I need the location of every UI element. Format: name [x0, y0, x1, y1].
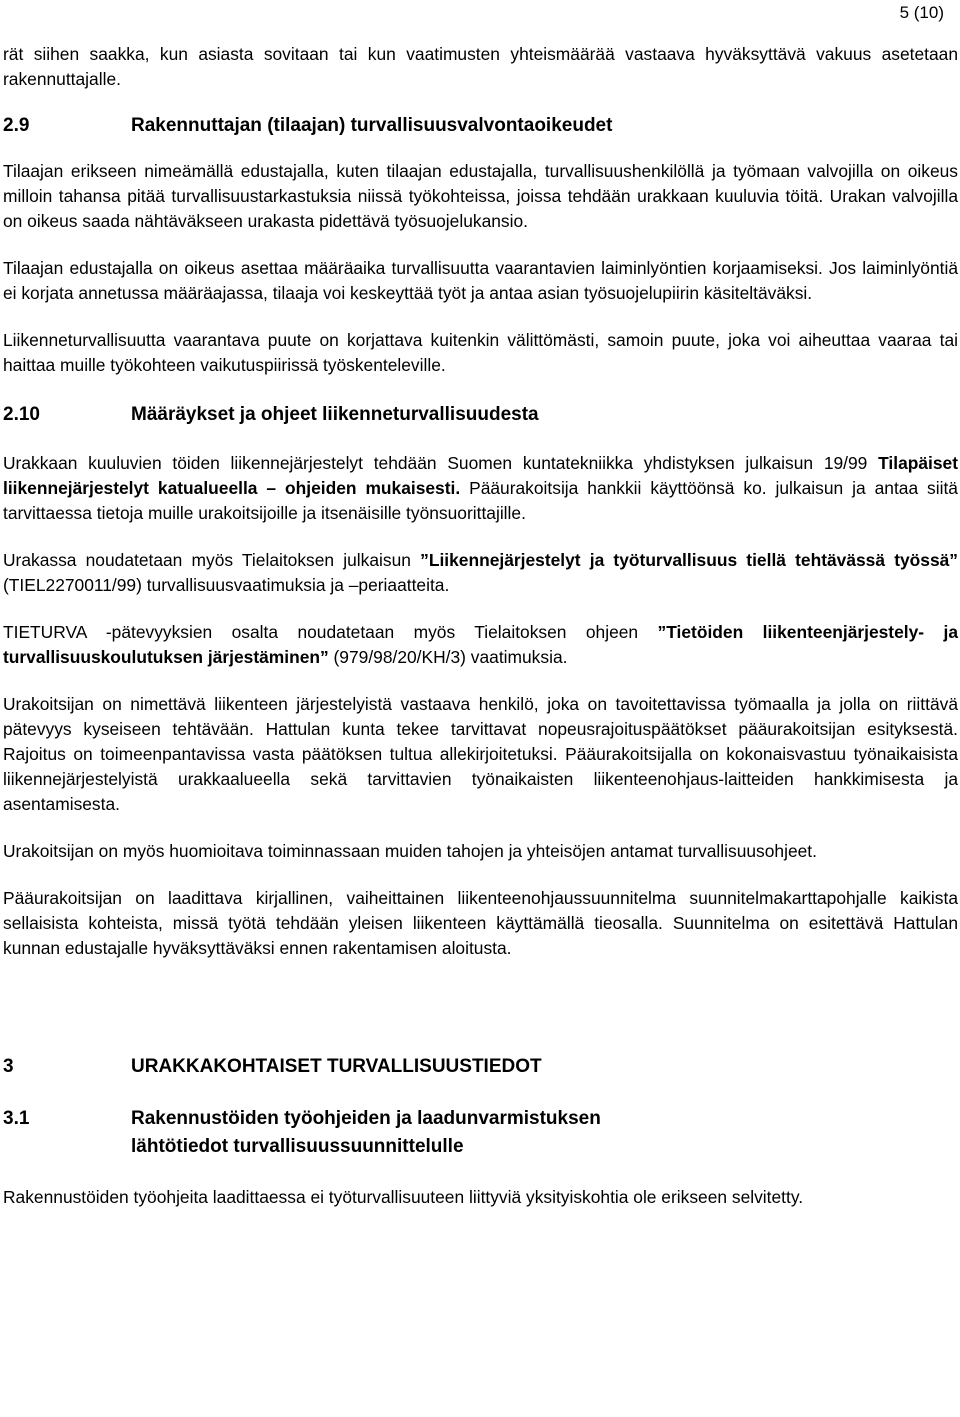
paragraph: Rakennustöiden työohjeita laadittaessa ei työturvallisuuteen liittyviä yksityiskohtia ole erikseen selvitetty.: [3, 1187, 804, 1207]
section-title-line: Rakennustöiden työohjeiden ja laadunvarmistuksen: [131, 1108, 601, 1129]
publication-title: Tilapäiset liikennejärjestelyt katualueella – ohjeiden mukaisesti.: [3, 453, 958, 498]
section-title: URAKKAKOHTAISET TURVALLISUUSTIEDOT: [131, 1056, 542, 1077]
section-heading-2-10: [3, 403, 958, 427]
section-heading-3: [3, 1055, 958, 1079]
section-title-line: lähtötiedot turvallisuussuunnittelulle: [131, 1136, 464, 1157]
intro-paragraph: rät siihen saakka, kun asiasta sovitaan tai kun vaatimusten yhteismäärää vastaava hyväksyttävä vakuus asetetaan rakennuttajalle.: [3, 44, 958, 89]
text-run: Urakkaan kuuluvien töiden liikennejärjestelyt tehdään Suomen kuntatekniikka yhdistyksen julkaisun 19/99: [3, 453, 879, 473]
paragraph: [3, 548, 958, 598]
section-title: [131, 1105, 601, 1161]
paragraph: Tilaajan edustajalla on oikeus asettaa määräaika turvallisuutta vaarantavien laiminlyöntien korjaamiseksi. Jos laiminlyöntiä ei korjata annetussa määräajassa, tilaaja voi keskeyttää työt ja antaa asian työsuojelupiirin käsiteltäväksi.: [3, 258, 958, 303]
paragraph: Urakoitsijan on myös huomioitava toiminnassaan muiden tahojen ja yhteisöjen antamat turvallisuusohjeet.: [3, 841, 817, 861]
text-run: Urakassa noudatetaan myös Tielaitoksen julkaisun: [3, 550, 421, 570]
paragraph: [3, 620, 958, 670]
publication-title: ”Liikennejärjestelyt ja työturvallisuus tiellä tehtävässä työssä”: [420, 550, 959, 570]
section-number: 2.10: [3, 404, 40, 425]
section-title: Määräykset ja ohjeet liikenneturvallisuudesta: [131, 404, 539, 425]
section-heading-3-1: [3, 1105, 958, 1161]
section-heading-2-9: [3, 114, 958, 138]
text-run: TIETURVA -pätevyyksien osalta noudatetaan myös Tielaitoksen ohjeen: [3, 622, 658, 642]
page-number: 5 (10): [899, 3, 944, 22]
section-title: Rakennuttajan (tilaajan) turvallisuusvalvontaoikeudet: [131, 115, 613, 136]
paragraph: Pääurakoitsijan on laadittava kirjallinen, vaiheittainen liikenteenohjaussuunnitelma suunnitelmakarttapohjalle kaikista sellaisista kohteista, missä työtä tehdään yleisen liikenteen käyttämällä tieosalla. Suunnitelma on esitettävä Hattulan kunnan edustajalle hyväksyttäväksi ennen rakentamisen aloitusta.: [3, 888, 958, 958]
text-run: (TIEL2270011/99) turvallisuusvaatimuksia ja –periaatteita.: [3, 575, 450, 595]
paragraph: Urakoitsijan on nimettävä liikenteen järjestelyistä vastaava henkilö, joka on tavoitettavissa työmaalla ja jolla on riittävä pätevyys kyseiseen tehtävään. Hattulan kunta tekee tarvittavat nopeusrajoituspäätökset pääurakoitsijan esityksestä. Rajoitus on toimeenpantavissa vasta päätöksen tultua allekirjoitetuksi. Pääurakoitsijalla on kokonaisvastuu työnaikaisista liikennejärjestelyistä urakkaalueella sekä tarvittavien työnaikaisten liikenteenohjaus-laitteiden hankkimisesta ja asentamisesta.: [3, 694, 958, 814]
paragraph: Liikenneturvallisuutta vaarantava puute on korjattava kuitenkin välittömästi, samoin puute, joka voi aiheuttaa vaaraa tai haittaa muille työkohteen vaikutuspiirissä työskenteleville.: [3, 330, 958, 375]
section-number: 3: [3, 1056, 14, 1077]
publication-title: ”Tietöiden liikenteenjärjestely- ja turvallisuuskoulutuksen järjestäminen”: [3, 622, 959, 667]
text-run: (979/98/20/KH/3) vaatimuksia.: [328, 647, 568, 667]
paragraph: [3, 451, 958, 526]
paragraph: Tilaajan erikseen nimeämällä edustajalla, kuten tilaajan edustajalla, turvallisuushenkilöllä ja työmaan valvojilla on oikeus milloin tahansa pitää turvallisuustarkastuksia niissä työkohteissa, joissa tehdään urakkaan kuuluvia töitä. Urakan valvojilla on oikeus saada nähtäväkseen urakasta pidettävä työsuojelukansio.: [3, 161, 958, 231]
document-body: [3, 42, 958, 1210]
section-number: 3.1: [3, 1108, 30, 1129]
section-number: 2.9: [3, 115, 30, 136]
text-run: Pääurakoitsija hankkii käyttöönsä ko. julkaisun ja antaa siitä tarvittaessa tietoja muille urakoitsijoille ja itsenäisille työnsuorittajille.: [3, 478, 958, 523]
